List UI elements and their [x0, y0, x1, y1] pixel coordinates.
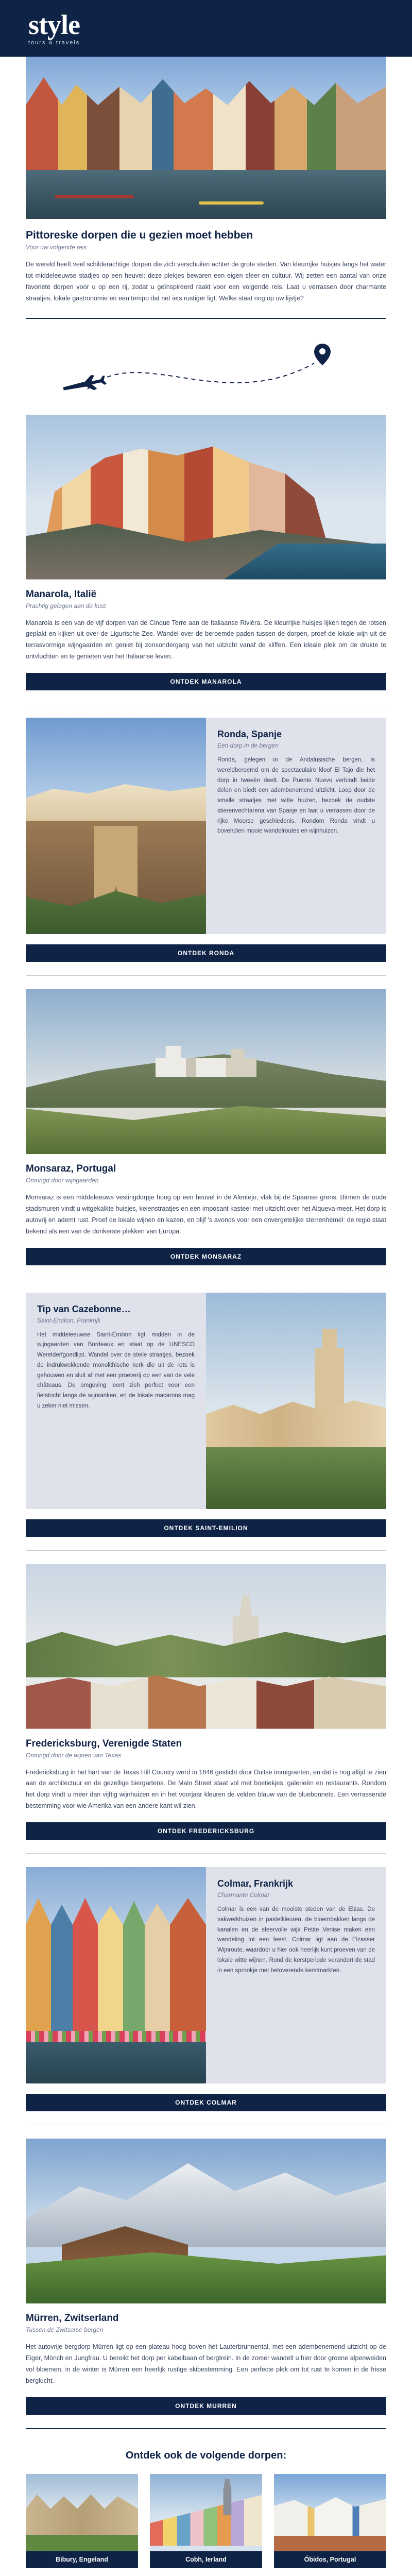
discover-colmar-button[interactable]: ONTDEK COLMAR — [26, 2094, 386, 2111]
destination-text: Het middeleeuwse Saint-Émilion ligt midden in de wijngaarden van Bordeaux en staat op de UNESCO Werelderfgoedlijst. Wandel over de steile straatjes, bezoek de indrukwekkende monolithische kerk die uit de rots is gehouwen en sluit af met een proeverij op een van de vele châteaus. De omgeving leent zich perfect voor een fietstocht langs de wijnranken, en de lokale macarons mag u zeker niet missen. — [37, 1331, 195, 1409]
hero-image-canal-village — [26, 57, 386, 219]
destination-text: Colmar is een van de mooiste steden van de Elzas. De vakwerkhuizen in pastelkleuren, de bloembakken langs de kanalen en de sfeervolle wijk Petite Venise maken een wandeling tot een feest. Colmar ligt aan de Elzasser Wijnroute, waardoor u hier ook heerlijk kunt proeven van de lokale witte wijnen. Rond de kerstperiode verandert de stad in een sprookje met betoverende kerstmarkten. — [217, 1906, 375, 1974]
destination-text: Ronda, gelegen in de Andalusische bergen, is wereldberoemd om de spectaculaire kloof El Tajo die het dorp in tweeën deelt. De Puente Nuevo verbindt beide delen en biedt een adembenemend uitzicht. Loop door de smalle straatjes met witte huizen, bezoek de oudste stierenvechtarena van Spanje en laat u verrassen door de rijke Moorse geschiedenis. Rondom Ronda vindt u bovendien mooie wandelroutes en wijnhuizen. — [217, 757, 375, 835]
destination-subtitle: Saint-Emilion, Frankrijk — [37, 1316, 101, 1324]
cobh-image — [150, 2474, 262, 2551]
flight-path-svg — [26, 332, 386, 410]
bibury-image — [26, 2474, 138, 2551]
flight-path-illustration — [26, 332, 386, 410]
discover-monsaraz-button[interactable]: ONTDEK MONSARAZ — [26, 1248, 386, 1265]
divider — [26, 975, 386, 976]
logo-tagline: tours & travels — [28, 40, 80, 46]
destination-subtitle: Charmante Colmar — [217, 1891, 270, 1899]
colmar-image — [26, 1867, 206, 2083]
destination-murren — [26, 2139, 386, 2415]
intro-subtitle: Voor uw volgende reis — [26, 244, 87, 251]
discover-saint-emilion-button[interactable]: ONTDEK SAINT-EMILION — [26, 1519, 386, 1537]
destination-title: Colmar, Frankrijk — [217, 1878, 294, 1889]
destination-title: Ronda, Spanje — [217, 729, 282, 739]
divider — [26, 1550, 386, 1551]
village-card-label: Cobh, Ierland — [150, 2551, 262, 2568]
divider — [26, 2428, 386, 2429]
destination-ronda — [26, 718, 386, 962]
village-card-bibury[interactable] — [26, 2474, 138, 2568]
logo[interactable] — [28, 11, 80, 46]
discover-fredericksburg-button[interactable]: ONTDEK FREDERICKSBURG — [26, 1822, 386, 1840]
destination-subtitle: Prachtig gelegen aan de kust — [26, 602, 106, 609]
intro-text: De wereld heeft veel schilderachtige dorpen die zich verschuilen achter de grote steden. Van kleurrijke huisjes langs het water tot middeleeuwse stadjes op een heuvel: deze plekjes bewaren een eigen sfeer en cultuur. Wij zetten een aantal van onze favoriete dorpen voor u op een rij, zodat u geïnspireerd raakt voor een volgende reis. Laat u verrassen door charmante straatjes, lokale gastronomie en een tempo dat net iets rustiger ligt. Welke staat nog op uw lijstje? — [26, 261, 386, 302]
destination-subtitle: Omringd door de wijnen van Texas — [26, 1751, 121, 1759]
village-card-label: Óbidos, Portugal — [274, 2551, 386, 2568]
map-pin-icon — [314, 344, 331, 365]
village-card-obidos[interactable] — [274, 2474, 386, 2568]
monsaraz-image — [26, 989, 386, 1154]
discover-ronda-button[interactable]: ONTDEK RONDA — [26, 944, 386, 962]
divider — [26, 1853, 386, 1854]
more-villages-title: Ontdek ook de volgende dorpen: — [125, 2449, 287, 2461]
header-bar — [0, 0, 412, 57]
destination-text: Het autovrije bergdorp Mürren ligt op een plateau hoog boven het Lauterbrunnental, met een adembenemend uitzicht op de Eiger, Mönch en Jungfrau. U bereikt het dorp per kabelbaan of bergtrein. In de zomer wandelt u hier door groene alpenweiden vol bloemen, in de winter is Mürren een heerlijk rustige skibestemming. Een perfecte plek om tot rust te komen in de frisse berglucht. — [26, 2343, 386, 2384]
destination-text: Fredericksburg in het hart van de Texas Hill Country werd in 1846 gesticht door Duitse immigranten, en dat is nog altijd te zien aan de architectuur en de gezellige biergartens. De Main Street staat vol met boetiekjes, galerieën en restaurants. Rondom het dorp vindt u meer dan vijftig wijnhuizen en in het voorjaar kleuren de velden blauw van de bluebonnets. Een verrassende bestemming voor wie Amerika van een andere kant wil zien. — [26, 1768, 386, 1810]
destination-title: Monsaraz, Portugal — [26, 1163, 116, 1174]
destination-subtitle: Een dorp in de bergen — [217, 742, 279, 749]
fredericksburg-image — [26, 1564, 386, 1729]
manarola-image — [26, 415, 386, 580]
destination-subtitle: Tussen de Zwitserse bergen — [26, 2326, 104, 2333]
destination-text: Monsaraz is een middeleeuws vestingdorpje hoog op een heuvel in de Alentejo, vlak bij de Spaanse grens. Binnen de oude stadsmuren vindt u witgekalkte huisjes, keienstraatjes en een imposant kasteel met uitzicht over het Alqueva-meer. Het dorp is autovrij en ademt rust. Proef de lokale wijnen en kazen, en blijf 's avonds voor een onvergetelijke sterrenhemel: de regio staat bekend als een van de donkerste plekken van Europa. — [26, 1194, 386, 1235]
destination-fredericksburg — [26, 1564, 386, 1840]
destination-colmar — [26, 1867, 386, 2111]
destination-title: Fredericksburg, Verenigde Staten — [26, 1738, 182, 1749]
saint-emilion-text-box — [26, 1293, 206, 1509]
destination-title: Manarola, Italië — [26, 588, 97, 600]
airplane-icon — [62, 372, 107, 396]
murren-image — [26, 2139, 386, 2303]
more-villages-cards — [26, 2474, 386, 2568]
ronda-image — [26, 718, 206, 934]
colmar-text-box — [206, 1867, 386, 2083]
destination-monsaraz — [26, 989, 386, 1265]
village-card-label: Bibury, Engeland — [26, 2551, 138, 2568]
destination-manarola — [26, 415, 386, 691]
discover-manarola-button[interactable]: ONTDEK MANAROLA — [26, 673, 386, 690]
destination-subtitle: Omringd door wijngaarden — [26, 1177, 99, 1184]
divider — [26, 318, 386, 319]
discover-murren-button[interactable]: ONTDEK MURREN — [26, 2397, 386, 2415]
destination-text: Manarola is een van de vijf dorpen van de Cinque Terre aan de Italiaanse Rivièra. De kleurrijke huisjes lijken tegen de rotsen geplakt en kijken uit over de Ligurische Zee. Wandel over de beroemde paden tussen de dorpen, proef de lokale wijn uit de terrasvormige wijngaarden en geniet bij zonsondergang van het uitzicht vanaf de kliffen. Een ideale plek om de drukte te ontvluchten en te genieten van het Italiaanse leven. — [26, 619, 386, 660]
obidos-image — [274, 2474, 386, 2551]
logo-text: style — [28, 9, 80, 40]
ronda-text-box — [206, 718, 386, 934]
destination-title: Mürren, Zwitserland — [26, 2313, 119, 2324]
destination-saint-emilion — [26, 1293, 386, 1537]
destination-title: Tip van Cazebonne… — [37, 1303, 131, 1314]
saint-emilion-image — [206, 1293, 386, 1509]
village-card-cobh[interactable] — [150, 2474, 262, 2568]
intro-title: Pittoreske dorpen die u gezien moet hebben — [26, 229, 253, 241]
